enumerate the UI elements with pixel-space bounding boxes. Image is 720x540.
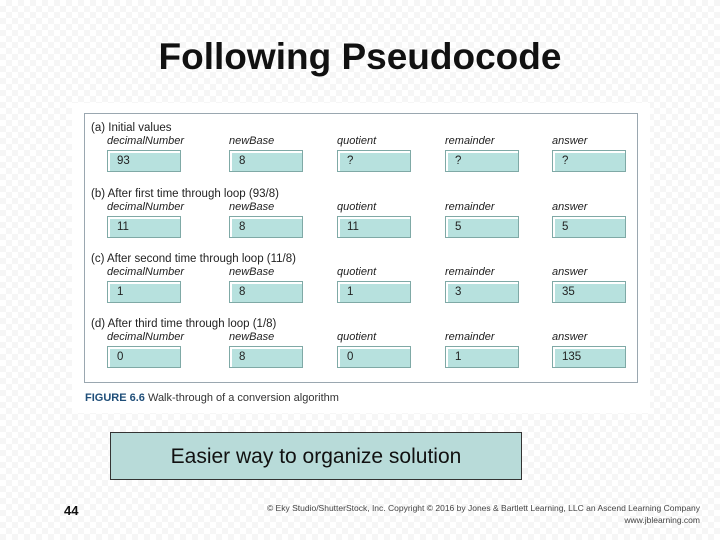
slide-title: Following Pseudocode [158,36,562,77]
value-remainder: ? [445,150,519,172]
header-quotient: quotient [337,135,377,147]
step-label: (b) After first time through loop (93/8) [91,188,279,200]
value-quotient: 1 [337,281,411,303]
step-label: (d) After third time through loop (1/8) [91,318,277,330]
copyright-notice [267,502,700,526]
header-new-base: newBase [229,201,275,213]
header-answer: answer [552,201,588,213]
header-answer: answer [552,331,588,343]
step-d [85,318,639,382]
value-new-base: 8 [229,150,303,172]
value-quotient: 11 [337,216,411,238]
copyright-text: © Eky Studio/ShutterStock, Inc. Copyright © 2016 by Jones & Bartlett Learning, LLC an Ascend Learning Company [266,503,700,513]
note-box: Easier way to organize solution [110,432,522,480]
value-remainder: 1 [445,346,519,368]
header-decimal-number: decimalNumber [107,201,185,213]
header-new-base: newBase [229,135,275,147]
value-answer: 135 [552,346,626,368]
header-decimal-number: decimalNumber [107,331,185,343]
website-link[interactable]: www.jblearning.com [624,515,700,525]
figure-image [72,103,650,413]
value-remainder: 3 [445,281,519,303]
header-new-base: newBase [229,266,275,278]
value-remainder: 5 [445,216,519,238]
header-remainder: remainder [445,201,495,213]
header-remainder: remainder [445,331,495,343]
step-a [85,122,639,186]
value-new-base: 8 [229,216,303,238]
value-quotient: 0 [337,346,411,368]
header-quotient: quotient [337,266,377,278]
value-answer: 35 [552,281,626,303]
header-decimal-number: decimalNumber [107,135,185,147]
value-new-base: 8 [229,346,303,368]
value-decimal-number: 93 [107,150,181,172]
slide-number: 44 [64,503,79,518]
header-quotient: quotient [337,331,377,343]
header-quotient: quotient [337,201,377,213]
step-label: (c) After second time through loop (11/8) [91,253,296,265]
header-remainder: remainder [445,135,495,147]
value-answer: ? [552,150,626,172]
header-answer: answer [552,266,588,278]
value-decimal-number: 11 [107,216,181,238]
value-decimal-number: 0 [107,346,181,368]
figure-caption-text: Walk-through of a conversion algorithm [147,392,339,404]
header-remainder: remainder [445,266,495,278]
value-answer: 5 [552,216,626,238]
value-decimal-number: 1 [107,281,181,303]
step-label: (a) Initial values [91,122,172,134]
walkthrough-table [84,113,638,383]
value-new-base: 8 [229,281,303,303]
value-quotient: ? [337,150,411,172]
header-answer: answer [552,135,588,147]
step-b [85,188,639,252]
step-c [85,253,639,317]
header-decimal-number: decimalNumber [107,266,185,278]
header-new-base: newBase [229,331,275,343]
figure-number: FIGURE 6.6 [85,392,145,404]
figure-caption [85,392,339,404]
